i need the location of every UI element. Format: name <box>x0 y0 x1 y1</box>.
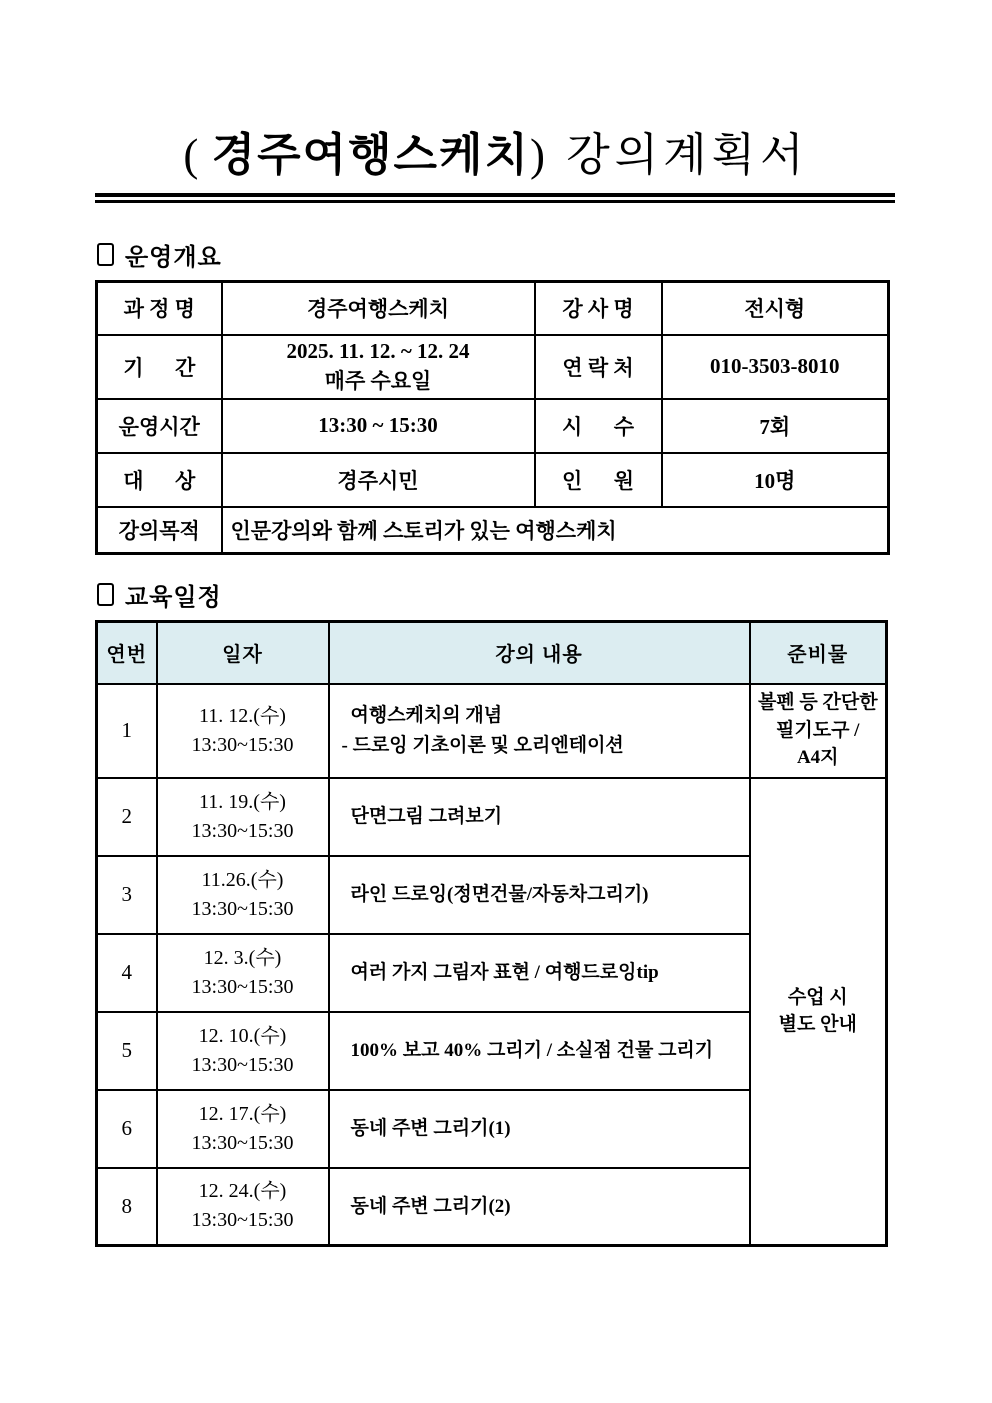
instructor-value: 전시형 <box>662 282 889 335</box>
row-date-day: 11. 19.(수) <box>199 790 286 813</box>
row-date <box>157 1090 329 1168</box>
row-content <box>329 684 750 778</box>
materials-line: 볼펜 등 간단한 <box>757 692 878 714</box>
row-date <box>157 684 329 778</box>
row-content <box>329 856 750 934</box>
row-content-line1: 단면그림 그려보기 <box>350 805 503 827</box>
row-date <box>157 1012 329 1090</box>
capacity-value: 10명 <box>662 453 889 507</box>
target-label: 대 상 <box>97 453 222 507</box>
col-header-no: 연번 <box>97 622 157 684</box>
materials-line: 필기도구 / <box>776 719 860 741</box>
row-content-line1: 라인 드로잉(정면건물/자동차그리기) <box>350 883 649 905</box>
col-header-materials: 준비물 <box>750 622 887 684</box>
objective-value: 인문강의와 함께 스토리가 있는 여행스케치 <box>222 507 889 554</box>
table-row <box>97 399 889 453</box>
hours-value: 13:30 ~ 15:30 <box>222 399 535 453</box>
row-date-time: 13:30~15:30 <box>191 733 294 756</box>
row-date <box>157 856 329 934</box>
objective-label: 강의목적 <box>97 507 222 554</box>
row-content <box>329 934 750 1012</box>
section-schedule-label: 교육일정 <box>125 585 222 611</box>
table-row <box>97 453 889 507</box>
schedule-table <box>95 620 888 1247</box>
period-label: 기 간 <box>97 335 222 399</box>
period-value <box>222 335 535 399</box>
section-schedule-header <box>97 577 222 612</box>
row-no: 4 <box>97 934 157 1012</box>
sessions-label: 시 수 <box>535 399 662 453</box>
square-bullet-icon <box>97 583 114 606</box>
row-no: 2 <box>97 778 157 856</box>
sessions-value: 7회 <box>662 399 889 453</box>
target-value: 경주시민 <box>222 453 535 507</box>
row-content-line1: 여행스케치의 개념 <box>350 705 503 727</box>
period-weekday: 매주 수요일 <box>324 368 432 393</box>
row-date-day: 12. 10.(수) <box>198 1024 287 1047</box>
row-date <box>157 778 329 856</box>
materials-line: 수업 시 <box>787 986 848 1008</box>
section-overview-header <box>97 237 222 272</box>
row-content <box>329 1012 750 1090</box>
row-date <box>157 934 329 1012</box>
row-date-day: 11. 12.(수) <box>199 704 286 727</box>
row-materials <box>750 684 887 778</box>
row-date-day: 12. 24.(수) <box>198 1180 287 1203</box>
row-content-line2: - 드로잉 기초이론 및 오리엔테이션 <box>341 734 624 756</box>
table-row <box>97 335 889 399</box>
row-content-line1: 여러 가지 그림자 표현 / 여행드로잉tip <box>350 961 659 983</box>
table-row <box>97 684 887 778</box>
title-double-rule <box>95 193 895 203</box>
row-content <box>329 778 750 856</box>
row-no: 3 <box>97 856 157 934</box>
row-no: 8 <box>97 1168 157 1246</box>
contact-label: 연 락 처 <box>535 335 662 399</box>
row-date-day: 12. 3.(수) <box>203 946 282 969</box>
merged-materials-cell <box>750 778 887 1246</box>
row-no: 1 <box>97 684 157 778</box>
row-content <box>329 1090 750 1168</box>
row-date-time: 13:30~15:30 <box>191 897 294 920</box>
table-row <box>97 507 889 554</box>
row-no: 5 <box>97 1012 157 1090</box>
row-date-day: 11.26.(수) <box>201 868 284 891</box>
course-name-label: 과 정 명 <box>97 282 222 335</box>
row-date-time: 13:30~15:30 <box>191 819 294 842</box>
capacity-label: 인 원 <box>535 453 662 507</box>
instructor-label: 강 사 명 <box>535 282 662 335</box>
square-bullet-icon <box>97 243 114 266</box>
row-content <box>329 1168 750 1246</box>
row-date <box>157 1168 329 1246</box>
section-overview-label: 운영개요 <box>125 245 222 271</box>
title-open-paren: ( <box>183 130 212 180</box>
row-content-line1: 동네 주변 그리기(1) <box>350 1117 511 1139</box>
period-dates: 2025. 11. 12. ~ 12. 24 <box>286 338 470 363</box>
materials-line: A4지 <box>796 747 839 769</box>
row-no: 6 <box>97 1090 157 1168</box>
page-title <box>0 126 992 184</box>
hours-label: 운영시간 <box>97 399 222 453</box>
row-date-time: 13:30~15:30 <box>191 1131 294 1154</box>
contact-value: 010-3503-8010 <box>662 335 889 399</box>
row-date-time: 13:30~15:30 <box>191 1053 294 1076</box>
title-course-name: 경주여행스케치 <box>211 130 530 180</box>
schedule-header-row <box>97 622 887 684</box>
title-doc-type: ) 강의계획서 <box>529 130 809 180</box>
row-date-time: 13:30~15:30 <box>191 975 294 998</box>
col-header-content: 강의 내용 <box>329 622 750 684</box>
row-date-time: 13:30~15:30 <box>191 1209 294 1232</box>
table-row <box>97 282 889 335</box>
row-content-line1: 100% 보고 40% 그리기 / 소실점 건물 그리기 <box>350 1039 714 1061</box>
course-name-value: 경주여행스케치 <box>222 282 535 335</box>
materials-line: 별도 안내 <box>778 1014 857 1036</box>
overview-table <box>95 280 890 555</box>
row-content-line1: 동네 주변 그리기(2) <box>350 1195 511 1217</box>
row-date-day: 12. 17.(수) <box>198 1102 287 1125</box>
table-row <box>97 778 887 856</box>
col-header-date: 일자 <box>157 622 329 684</box>
